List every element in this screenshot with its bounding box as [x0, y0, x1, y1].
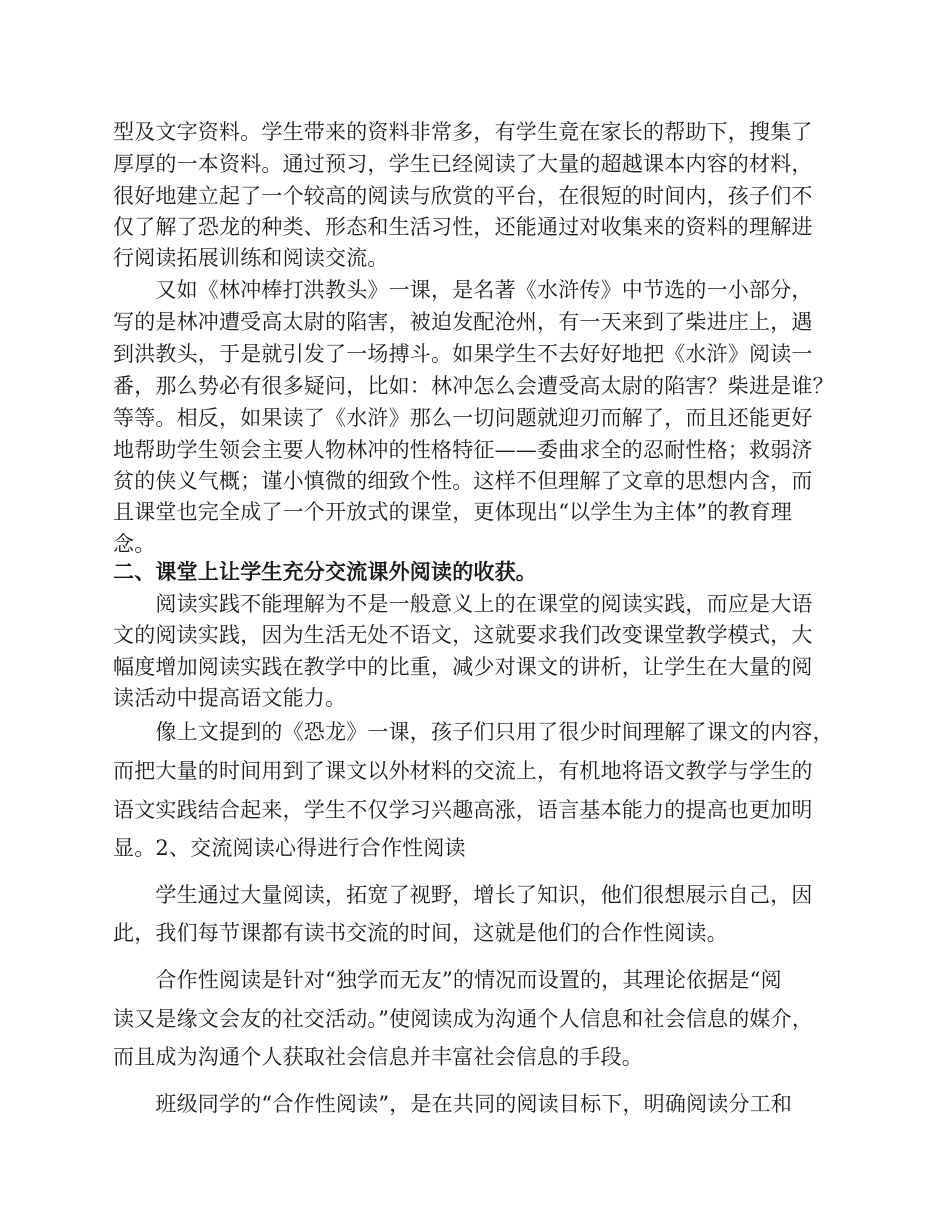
text-line: 文的阅读实践，因为生活无处不语文，这就要求我们改变课堂教学模式，大: [113, 623, 813, 647]
text-line: 学生通过大量阅读，拓宽了视野，增长了知识，他们很想展示自己，因: [113, 883, 813, 907]
text-line: 又如《林冲棒打洪教头》一课，是名著《水浒传》中节选的一小部分，: [113, 278, 813, 302]
text-line: 显。2、交流阅读心得进行合作性阅读: [113, 836, 466, 860]
text-line: 幅度增加阅读实践在教学中的比重，减少对课文的讲析，让学生在大量的阅: [113, 655, 813, 679]
text-line: 语文实践结合起来，学生不仅学习兴趣高涨，语言基本能力的提高也更加明: [113, 798, 813, 822]
text-line: 而把大量的时间用到了课文以外材料的交流上，有机地将语文教学与学生的: [113, 759, 813, 783]
text-line: 贫的侠义气概；谨小慎微的细致个性。这样不但理解了文章的思想内含，而: [113, 469, 813, 493]
text-line: 厚厚的一本资料。通过预习，学生已经阅读了大量的超越课本内容的材料，: [113, 152, 813, 176]
section-heading: 二、课堂上让学生充分交流课外阅读的收获。: [113, 559, 537, 584]
text-line: 仅了解了恐龙的种类、形态和生活习性，还能通过对收集来的资料的理解进: [113, 215, 813, 239]
text-line: 班级同学的“合作性阅读”，是在共同的阅读目标下，明确阅读分工和: [113, 1092, 793, 1116]
text-line: 合作性阅读是针对“独学而无友”的情况而设置的，其理论依据是“阅: [113, 968, 782, 992]
text-line: 很好地建立起了一个较高的阅读与欣赏的平台，在很短的时间内，孩子们不: [113, 184, 813, 208]
text-line: 番，那么势必有很多疑问，比如：林冲怎么会遭受高太尉的陷害？柴进是谁？: [113, 374, 834, 398]
text-line: 读活动中提高语文能力。: [113, 686, 347, 710]
text-line: 念。: [113, 532, 156, 556]
text-line: 行阅读拓展训练和阅读交流。: [113, 246, 389, 270]
text-line: 像上文提到的《恐龙》一课，孩子们只用了很少时间理解了课文的内容，: [113, 720, 834, 744]
text-line: 阅读实践不能理解为不是一般意义上的在课堂的阅读实践，而应是大语: [113, 592, 813, 616]
text-line: 到洪教头，于是就引发了一场搏斗。如果学生不去好好地把《水浒》阅读一: [113, 342, 813, 366]
text-line: 且课堂也完全成了一个开放式的课堂，更体现出“以学生为主体”的教育理: [113, 500, 793, 524]
text-line: 此，我们每节课都有读书交流的时间，这就是他们的合作性阅读。: [113, 921, 728, 945]
text-line: 写的是林冲遭受高太尉的陷害，被迫发配沧州，有一天来到了柴进庄上，遇: [113, 310, 813, 334]
text-line: 等等。相反，如果读了《水浒》那么一切问题就迎刃而解了，而且还能更好: [113, 406, 813, 430]
text-line: 地帮助学生领会主要人物林冲的性格特征——委曲求全的忍耐性格；救弱济: [113, 438, 813, 462]
text-line: 型及文字资料。学生带来的资料非常多，有学生竟在家长的帮助下，搜集了: [113, 120, 813, 144]
text-line: 读又是缘文会友的社交活动。”使阅读成为沟通个人信息和社会信息的媒介，: [113, 1007, 814, 1031]
text-line: 而且成为沟通个人获取社会信息并丰富社会信息的手段。: [113, 1045, 643, 1069]
